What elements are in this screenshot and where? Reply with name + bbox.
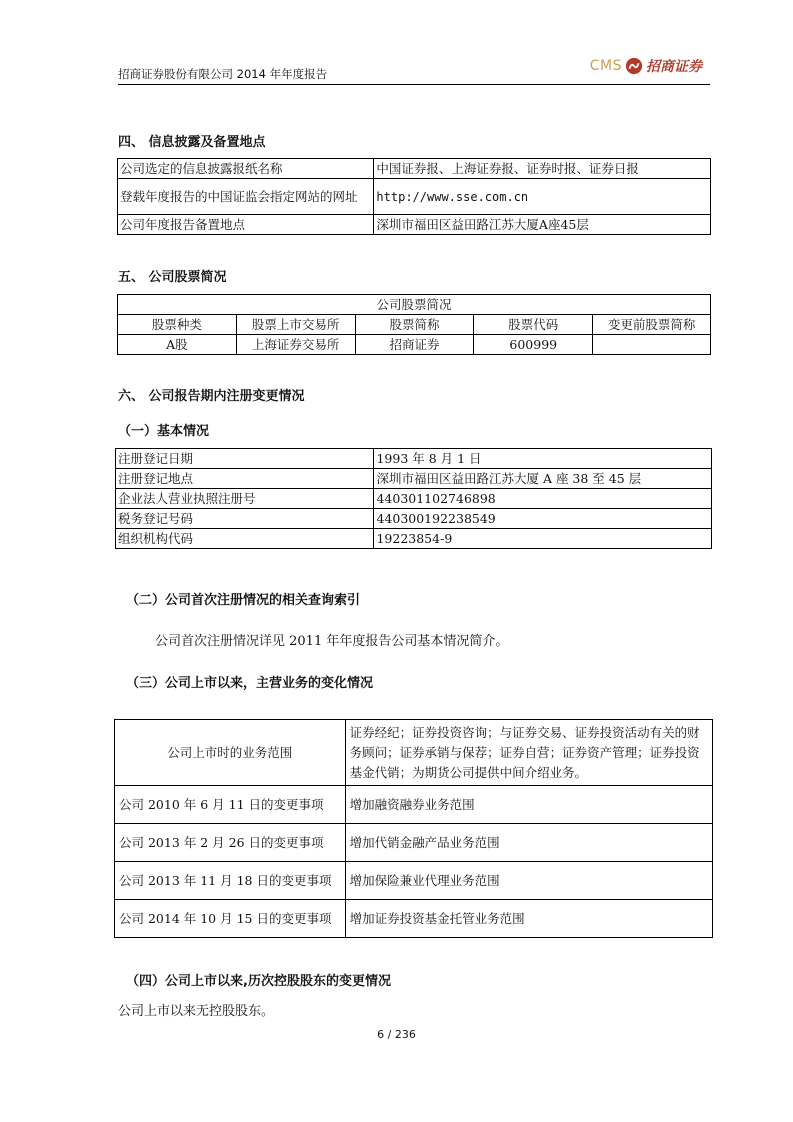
- business-value: 增加代销金融产品业务范围: [345, 824, 712, 862]
- section4-heading: 四、 信息披露及备置地点: [118, 135, 266, 150]
- disclosure-value: 中国证券报、上海证券报、证券时报、证券日报: [374, 159, 711, 179]
- table-row: [118, 179, 711, 215]
- table-row: [116, 489, 712, 509]
- business-value: 证券经纪；证券投资咨询；与证券交易、证券投资活动有关的财务顾问；证券承销与保荐；证券自营；证券资产管理；证券投资基金代销；为期货公司提供中间介绍业务。: [345, 720, 712, 786]
- disclosure-value: 深圳市福田区益田路江苏大厦A座45层: [374, 215, 711, 235]
- section6-heading: 六、 公司报告期内注册变更情况: [118, 389, 305, 404]
- disclosure-url: http://www.sse.com.cn: [374, 179, 711, 215]
- business-label: 公司 2013 年 2 月 26 日的变更事项: [115, 824, 346, 862]
- stock-table-title: 公司股票简况: [118, 295, 711, 315]
- business-scope-table: [114, 719, 713, 938]
- table-row: [115, 720, 713, 786]
- sub4-text: 公司上市以来无控股股东。: [118, 1004, 275, 1019]
- logo-latin: CMS: [589, 58, 622, 74]
- registration-label: 注册登记日期: [116, 449, 374, 469]
- column-header: 股票上市交易所: [236, 315, 355, 335]
- table-row: [118, 159, 711, 179]
- column-header: 股票简称: [355, 315, 474, 335]
- table-row: [115, 824, 713, 862]
- sub2-heading: （二）公司首次注册情况的相关查询索引: [126, 593, 361, 608]
- business-value: 增加证券投资基金托管业务范围: [345, 900, 712, 938]
- disclosure-label: 公司年度报告备置地点: [118, 215, 374, 235]
- registration-table: [115, 448, 712, 549]
- business-label: 公司 2010 年 6 月 11 日的变更事项: [115, 786, 346, 824]
- table-row: [115, 900, 713, 938]
- sub1-heading: （一）基本情况: [118, 424, 210, 439]
- registration-label: 注册登记地点: [116, 469, 374, 489]
- table-row: [115, 786, 713, 824]
- registration-value: 440300192238549: [374, 509, 712, 529]
- previous-short-name: [593, 335, 711, 355]
- stock-type: A股: [118, 335, 237, 355]
- column-header: 股票代码: [474, 315, 593, 335]
- registration-value: 440301102746898: [374, 489, 712, 509]
- stock-code: 600999: [474, 335, 593, 355]
- table-row: [116, 469, 712, 489]
- registration-value: 深圳市福田区益田路江苏大厦 A 座 38 至 45 层: [374, 469, 712, 489]
- table-row: [116, 529, 712, 549]
- sub4-heading: （四）公司上市以来,历次控股股东的变更情况: [126, 974, 391, 989]
- sub3-heading: （三）公司上市以来，主营业务的变化情况: [126, 676, 374, 691]
- disclosure-label: 登载年度报告的中国证监会指定网站的网址: [118, 179, 374, 215]
- table-row: [116, 509, 712, 529]
- business-value: 增加融资融券业务范围: [345, 786, 712, 824]
- column-header: 股票种类: [118, 315, 237, 335]
- stock-table: [117, 294, 711, 355]
- business-label: 公司 2013 年 11 月 18 日的变更事项: [115, 862, 346, 900]
- cms-logo-mark-icon: [625, 57, 643, 75]
- table-header-row: [118, 315, 711, 335]
- registration-label: 税务登记号码: [116, 509, 374, 529]
- table-row: [118, 215, 711, 235]
- registration-label: 组织机构代码: [116, 529, 374, 549]
- business-label: 公司 2014 年 10 月 15 日的变更事项: [115, 900, 346, 938]
- column-header: 变更前股票简称: [593, 315, 711, 335]
- page-number: 6 / 236: [377, 1028, 416, 1041]
- company-logo: [590, 56, 702, 76]
- table-row: [118, 295, 711, 315]
- registration-value: 19223854-9: [374, 529, 712, 549]
- report-title: 招商证券股份有限公司 2014 年年度报告: [118, 67, 328, 81]
- section5-heading: 五、 公司股票简况: [118, 270, 227, 285]
- disclosure-label: 公司选定的信息披露报纸名称: [118, 159, 374, 179]
- registration-value: 1993 年 8 月 1 日: [374, 449, 712, 469]
- registration-label: 企业法人营业执照注册号: [116, 489, 374, 509]
- disclosure-table: [117, 158, 711, 235]
- table-row: [118, 335, 711, 355]
- logo-chinese: 招商证券: [646, 59, 702, 75]
- business-label: 公司上市时的业务范围: [115, 720, 346, 786]
- table-row: [115, 862, 713, 900]
- business-value: 增加保险兼业代理业务范围: [345, 862, 712, 900]
- sub2-text: 公司首次注册情况详见 2011 年年度报告公司基本情况简介。: [155, 634, 509, 649]
- page-header: [118, 60, 710, 85]
- table-row: [116, 449, 712, 469]
- stock-short-name: 招商证券: [355, 335, 474, 355]
- stock-exchange: 上海证券交易所: [236, 335, 355, 355]
